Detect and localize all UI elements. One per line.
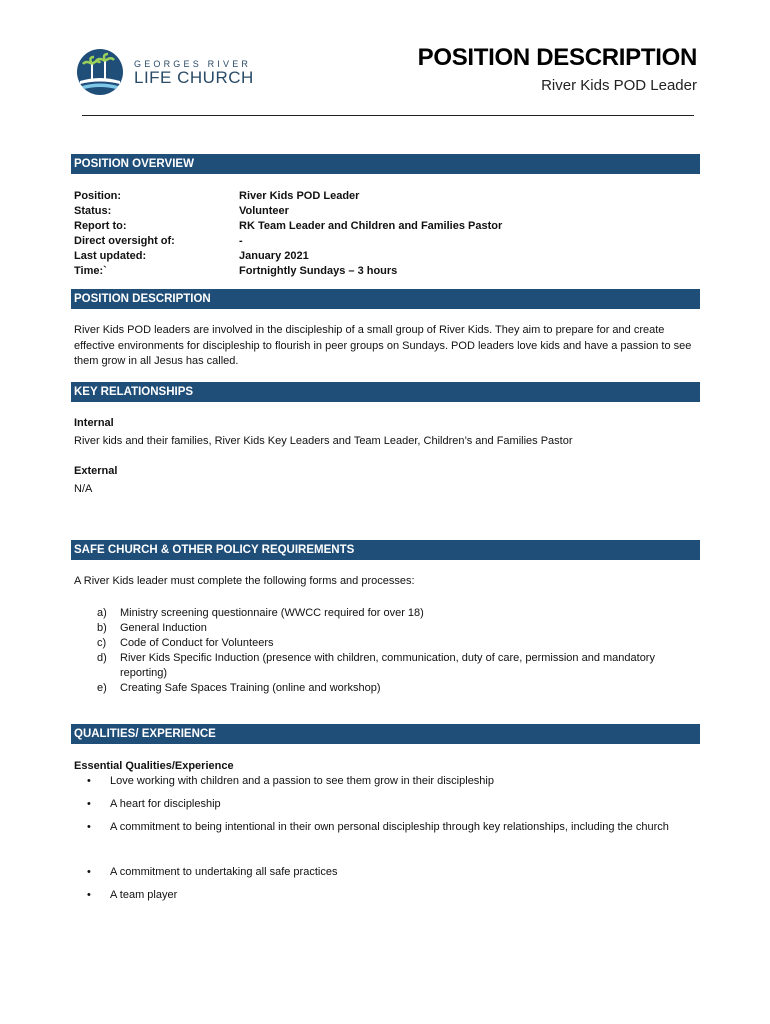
church-logo [76,48,256,96]
quality-item: A team player [110,889,178,901]
overview-value: Volunteer [239,205,289,217]
logo-text-line1: GEORGES RIVER [134,59,252,69]
safe-church-intro: A River Kids leader must complete the following forms and processes: [74,575,415,587]
document-subtitle: River Kids POD Leader [541,77,697,94]
internal-text: River kids and their families, River Kids Key Leaders and Team Leader, Children’s and Families Pastor [74,435,573,447]
description-paragraph: River Kids POD leaders are involved in the discipleship of a small group of River Kids. They aim to prepare for and create effective environments for discipleship to flourish in peer groups on Sundays. POD leaders love kids and have a passion to see them grow in all Jesus has called. [74,324,692,367]
overview-value: - [239,235,243,247]
quality-item: Love working with children and a passion to see them grow in their discipleship [110,775,494,787]
section-heading-description: POSITION DESCRIPTION [71,289,700,309]
list-item-marker: a) [97,607,107,619]
overview-label: Direct oversight of: [74,235,175,247]
list-item: River Kids Specific Induction (presence with children, communication, duty of care, permission and mandatory reporting) [120,652,655,679]
list-item: Creating Safe Spaces Training (online and workshop) [120,682,381,694]
quality-item: A commitment to being intentional in their own personal discipleship through key relationships, including the church [110,821,669,833]
overview-label: Last updated: [74,250,147,262]
bullet: • [87,866,91,878]
external-label: External [74,465,118,477]
quality-item: A commitment to undertaking all safe practices [110,866,338,878]
section-heading-safe-church: SAFE CHURCH & OTHER POLICY REQUIREMENTS [71,540,700,560]
qualities-subheading: Essential Qualities/Experience [74,760,234,772]
logo-text-line2: LIFE CHURCH [134,68,254,87]
quality-item: A heart for discipleship [110,798,221,810]
bullet: • [87,889,91,901]
internal-label: Internal [74,417,114,429]
overview-value: River Kids POD Leader [239,190,360,202]
overview-label: Time:` [74,265,107,277]
external-text: N/A [74,483,93,495]
list-item-marker: c) [97,637,107,649]
header-divider [82,115,694,116]
section-heading-relationships: KEY RELATIONSHIPS [71,382,700,402]
section-heading-qualities: QUALITIES/ EXPERIENCE [71,724,700,744]
bullet: • [87,821,91,833]
overview-label: Position: [74,190,122,202]
document-title: POSITION DESCRIPTION [417,44,697,71]
list-item-marker: b) [97,622,107,634]
section-heading-overview: POSITION OVERVIEW [71,154,700,174]
overview-value: January 2021 [239,250,309,262]
list-item: Ministry screening questionnaire (WWCC required for over 18) [120,607,424,619]
palm-tree-logo-icon [76,48,124,96]
list-item: General Induction [120,622,207,634]
list-item: Code of Conduct for Volunteers [120,637,274,649]
overview-value: RK Team Leader and Children and Families Pastor [239,220,503,232]
list-item-marker: e) [97,682,107,694]
bullet: • [87,798,91,810]
overview-value: Fortnightly Sundays – 3 hours [239,265,398,277]
bullet: • [87,775,91,787]
overview-label: Report to: [74,220,127,232]
overview-label: Status: [74,205,112,217]
list-item-marker: d) [97,652,107,664]
